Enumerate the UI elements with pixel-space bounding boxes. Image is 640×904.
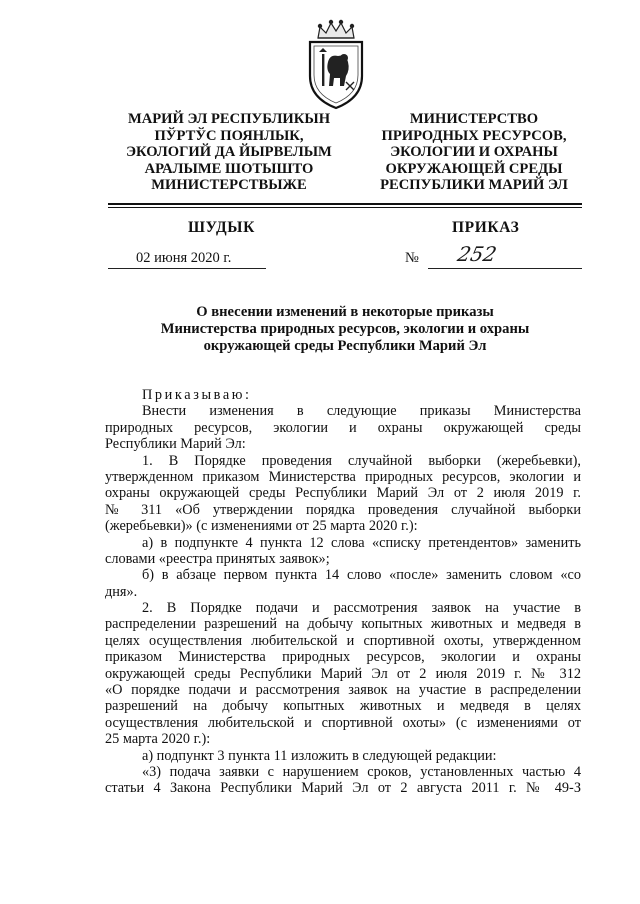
header-right-block <box>343 111 605 194</box>
body-line: 25 марта 2020 г.): <box>105 731 211 748</box>
body-line: Республики Марий Эл: <box>105 436 246 453</box>
body-line: а) подпункт 3 пункта 11 изложить в следующей редакции: <box>142 747 497 764</box>
body-line: б) в абзаце первом пункта 14 слово «после» заменить словом «со <box>142 567 581 584</box>
header-divider-thick <box>108 203 582 205</box>
body-line: (жеребьевки)» (с изменениями от 25 марта 2020 г.): <box>105 518 418 535</box>
body-line: статьи 4 Закона Республики Марий Эл от 2 августа 2011 г. № 49-З <box>105 780 581 797</box>
header-right-line: ПРИРОДНЫХ РЕСУРСОВ, <box>381 127 567 144</box>
document-title <box>100 304 590 355</box>
header-left-line: МИНИСТЕРСТВЫЖЕ <box>151 177 307 194</box>
document-date: 02 июня 2020 г. <box>136 250 232 266</box>
number-sign: № <box>405 250 419 266</box>
header-right-line: МИНИСТЕРСТВО <box>409 111 539 127</box>
date-underline <box>108 268 266 269</box>
document-body <box>105 387 581 797</box>
doc-type-label-russian: ПРИКАЗ <box>452 219 520 236</box>
title-line: окружающей среды Республики Марий Эл <box>203 338 487 354</box>
title-line: О внесении изменений в некоторые приказы <box>196 304 494 320</box>
body-line: 2. В Порядке подачи и рассмотрения заявок на участие в <box>142 600 581 617</box>
body-line: охраны окружающей среды Республики Марий Эл от 2 июля 2019 г. <box>105 485 581 502</box>
header-right-line: РЕСПУБЛИКИ МАРИЙ ЭЛ <box>380 177 568 194</box>
body-line: Приказываю: <box>142 387 252 403</box>
header-left-line: МАРИЙ ЭЛ РЕСПУБЛИКЫН <box>127 111 331 127</box>
body-line: природных ресурсов, экологии и охраны окружающей среды <box>105 419 581 436</box>
body-line: окружающей среды Республики Марий Эл от 2 июля 2019 г. № 312 <box>105 665 581 682</box>
body-line: распределении разрешений на добычу копытных животных и медведя в <box>105 616 581 633</box>
doc-type-label-mari: ШУДЫК <box>188 219 255 236</box>
body-line: № 311 «Об утверждении порядка проведения случайной выборки <box>105 501 581 518</box>
body-line: а) в подпункте 4 пункта 12 слова «списку претендентов» заменить <box>142 534 581 551</box>
body-line: дня». <box>105 583 138 600</box>
header-left-line: ЭКОЛОГИЙ ДА ЙЫРВЕЛЫМ <box>126 144 332 161</box>
header-divider-thin <box>108 207 582 208</box>
body-line: словами «реестра принятых заявок»; <box>105 550 330 567</box>
body-line: Внести изменения в следующие приказы Министерства <box>142 403 581 420</box>
body-line: осуществления любительской и спортивной охоты» (с изменениями от <box>105 714 581 731</box>
header-right-line: ОКРУЖАЮЩЕЙ СРЕДЫ <box>385 160 563 177</box>
body-line: «3) подача заявки с нарушением сроков, установленных частью 4 <box>142 763 581 780</box>
body-line: приказом Министерства природных ресурсов, экологии и охраны <box>105 649 581 666</box>
title-line: Министерства природных ресурсов, экологии и охраны <box>160 321 530 337</box>
body-line: целях осуществления любительской и спортивной охоты, утвержденном <box>105 632 581 649</box>
body-line: разрешений на добычу копытных животных и медведя в целях <box>105 698 581 715</box>
document-number: 252 <box>455 242 499 266</box>
body-line: утвержденном приказом Министерства природных ресурсов, экологии и <box>105 468 581 485</box>
body-line: 1. В Порядке проведения случайной выборки (жеребьевки), <box>142 452 581 469</box>
header-left-line: ПЎРТЎС ПОЯНЛЫК, <box>154 127 304 144</box>
header-left-block <box>98 111 360 194</box>
header-right-line: ЭКОЛОГИИ И ОХРАНЫ <box>390 144 558 161</box>
header-left-line: АРАЛЫМЕ ШОТЫШТО <box>144 160 314 177</box>
body-line: «О порядке подачи и рассмотрения заявок на участие в распределении <box>105 682 581 699</box>
number-underline <box>428 268 582 269</box>
coat-of-arms-emblem <box>300 18 372 110</box>
